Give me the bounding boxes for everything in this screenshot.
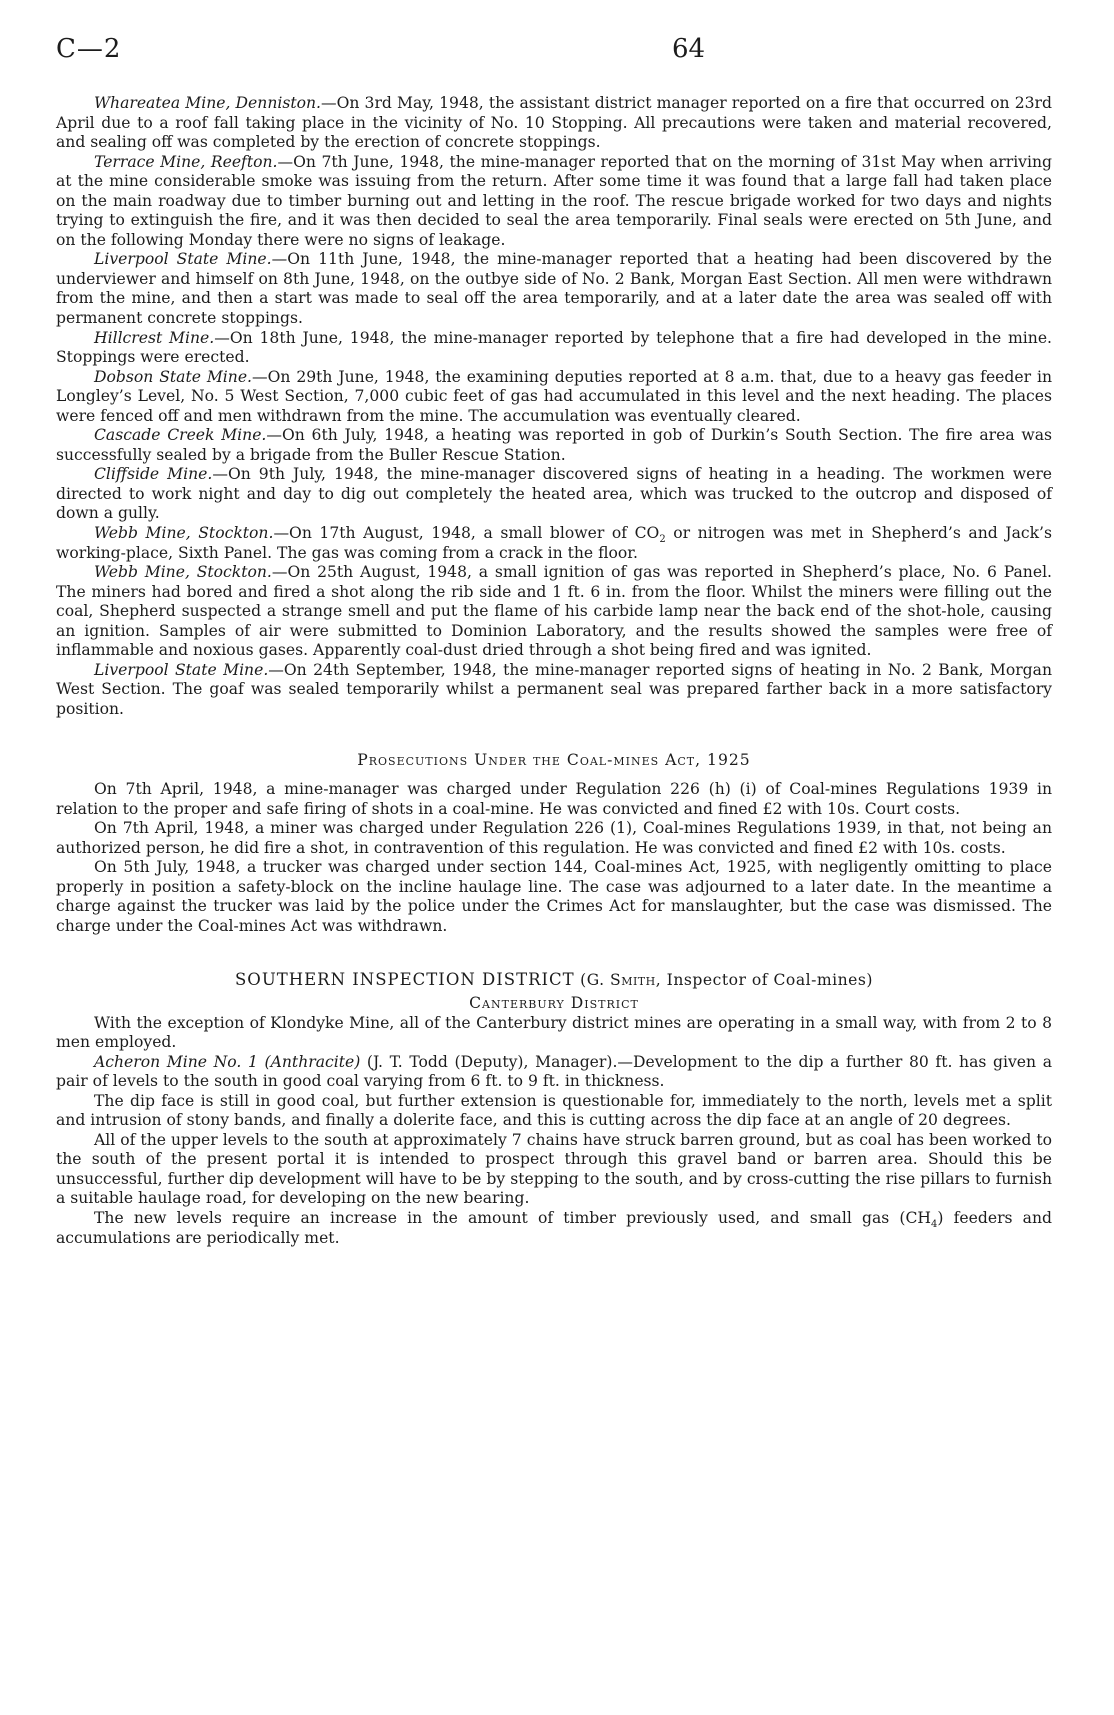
paragraph-webb-august-25 [56, 563, 1052, 661]
prosecution-paragraph: On 7th April, 1948, a miner was charged under Regulation 226 (1), Coal-mines Regulations 1939, in that, not being an authorized person, he did fire a shot, in contravention of this regulation. He was convicted and fined £2 with 10s. costs. [56, 819, 1052, 857]
prosecutions-section [56, 751, 1052, 937]
report-text: —On 18th June, 1948, the mine-manager reported by telephone that a fire had developed in the mine. Stoppings were erected. [56, 328, 1053, 367]
page-header [56, 34, 1052, 94]
mine-name: Hillcrest Mine. [94, 328, 215, 347]
report-text: (J. T. Todd (Deputy), Manager).—Development to the dip a further 80 ft. has given a pair of levels to the south in good coal varying from 6 ft. to 9 ft. in thickness. [56, 1052, 1053, 1091]
paragraph-dobson [56, 368, 1052, 427]
paragraph-whareatea [56, 94, 1052, 153]
inspector-title: , Inspector of Coal-mines) [655, 971, 873, 990]
report-text: —On 25th August, 1948, a small ignition of gas was reported in Shepherd’s place, No. 6 Panel. The miners had bored and fired a shot along the rib side and 1 ft. 6 in. from the floor. Whilst the miners were filling out the coal, Shepherd suspected a strange smell and put the flame of his carbide lamp near the back end of the shot-hole, causing an ignition. Samples of air were submitted to Dominion Laboratory, and the results showed the samples were free of inflammable and noxious gases. Apparently coal-dust dried through a shot being fired and was ignited. [56, 563, 1053, 660]
subscript: 2 [659, 534, 666, 546]
prosecutions-heading: Prosecutions Under the Coal-mines Act, 1925 [357, 750, 751, 769]
report-text: —On 29th June, 1948, the examining deputies reported at 8 a.m. that, due to a heavy gas feeder in Longley’s Level, No. 5 West Section, 7,000 cubic feet of gas had accumulated in this level and the next heading. The places were fenced off and men withdrawn from the mine. The accumulation was eventually cleared. [56, 367, 1052, 425]
report-text: —On 6th July, 1948, a heating was reported in gob of Durkin’s South Section. The fire area was successfully sealed by a brigade from the Buller Rescue Station. [56, 426, 1053, 464]
report-text: —On 9th July, 1948, the mine-manager discovered signs of heating in a heading. The workmen were directed to work night and day to dig out completely the heated area, which was trucked to the outcrop and disposed of down a gully. [56, 465, 1053, 523]
paragraph-webb-august-17 [56, 524, 1052, 563]
mine-name: Acheron Mine No. 1 (Anthracite) [94, 1052, 361, 1071]
paragraph-upper-levels: All of the upper levels to the south at approximately 7 chains have struck barren ground, but as coal has been worked to the south of the present portal it is intended to prospect through this gravel band or barren area. Should this be unsuccessful, further dip development will have to be by stepping to the south, and by cross-cutting the rise pillars to furnish a suitable haulage road, for developing on the new bearing. [56, 1130, 1052, 1208]
southern-district-heading [56, 970, 1052, 991]
paragraph-terrace [56, 153, 1052, 251]
mine-name: Liverpool State Mine. [94, 660, 269, 679]
document-reference: C—2 [56, 34, 122, 64]
paragraph-liverpool-june [56, 250, 1052, 328]
paragraph-dip-face: The dip face is still in good coal, but further extension is questionable for, immediately to the north, levels met a split and intrusion of stony bands, and finally a dolerite face, and this is cutting across the dip face at an angle of 20 degrees. [56, 1091, 1052, 1130]
mine-name: Cascade Creek Mine. [94, 426, 267, 445]
southern-district-section [56, 970, 1052, 1248]
report-text: —On 11th June, 1948, the mine-manager reported that a heating had been discovered by the underviewer and himself on 8th June, 1948, on the outbye side of No. 2 Bank, Morgan East Section. All men were withdrawn from the mine, and then a start was made to seal off the area temporarily, and at a later date the area was sealed off with permanent concrete stoppings. [56, 250, 1052, 328]
report-text: —On 17th August, 1948, a small blower of CO [273, 524, 660, 543]
paragraph-liverpool-september [56, 661, 1052, 720]
paragraph-cascade-creek [56, 426, 1052, 465]
mine-name: Liverpool State Mine. [94, 250, 272, 269]
report-text: —On 3rd May, 1948, the assistant district manager reported on a fire that occurred on 23rd April due to a roof fall taking place in the vicinity of No. 10 Stopping. All precautions were taken and material recovered, and sealing off was completed by the erection of concrete stoppings. [56, 94, 1052, 152]
mine-name: Cliffside Mine. [94, 465, 213, 484]
subscript: 4 [931, 1219, 938, 1231]
report-text: —On 24th September, 1948, the mine-manager reported signs of heating in No. 2 Bank, Morgan West Section. The goaf was sealed temporarily whilst a permanent seal was prepared farther back in a more satisfactory position. [56, 660, 1052, 718]
page-number: 64 [672, 34, 706, 64]
report-text-continued: ) feeders and accumulations are periodically met. [56, 1208, 1053, 1247]
paragraph-hillcrest [56, 329, 1052, 368]
report-text: The new levels require an increase in the amount of timber previously used, and small gas (CH [94, 1208, 932, 1227]
mine-name: Whareatea Mine, Denniston. [94, 94, 322, 112]
paragraph-acheron [56, 1053, 1052, 1092]
district-title: SOUTHERN INSPECTION DISTRICT [234, 970, 575, 990]
mine-name: Webb Mine, Stockton. [94, 524, 274, 543]
canterbury-intro: With the exception of Klondyke Mine, all of the Canterbury district mines are operating in a small way, with from 2 to 8 men employed. [56, 1013, 1052, 1052]
inspector-open: (G. [574, 971, 611, 990]
report-text: —On 7th June, 1948, the mine-manager reported that on the morning of 31st May when arriving at the mine considerable smoke was issuing from the return. After some time it was found that a large fall had taken place on the main roadway due to timber burning out and letting in the roof. The rescue brigade worked for two days and nights trying to extinguish the fire, and it was then decided to seal the area temporarily. Final seals were erected on 5th June, and on the following Monday there were no signs of leakage. [56, 152, 1053, 249]
mine-name: Dobson State Mine. [94, 367, 253, 386]
canterbury-heading: Canterbury District [469, 993, 639, 1012]
prosecution-paragraph: On 7th April, 1948, a mine-manager was charged under Regulation 226 (h) (i) of Coal-mines Regulations 1939 in relation to the proper and safe firing of shots in a coal-mine. He was convicted and fined £2 with 10s. Court costs. [56, 780, 1052, 818]
mine-name: Terrace Mine, Reefton. [94, 152, 278, 171]
paragraph-cliffside [56, 465, 1052, 524]
fire-reports-section [56, 94, 1052, 720]
inspector-name: Smith [610, 971, 656, 990]
paragraph-new-levels [56, 1209, 1052, 1248]
mine-name: Webb Mine, Stockton. [94, 563, 272, 582]
report-text-continued: or nitrogen was met in Shepherd’s and Jack’s working-place, Sixth Panel. The gas was coming from a crack in the floor. [56, 524, 1053, 562]
prosecution-paragraph: On 5th July, 1948, a trucker was charged under section 144, Coal-mines Act, 1925, with negligently omitting to place properly in position a safety-block on the incline haulage line. The case was adjourned to a later date. In the meantime a charge against the trucker was laid by the police under the Crimes Act for manslaughter, but the case was dismissed. The charge under the Coal-mines Act was withdrawn. [56, 858, 1052, 935]
